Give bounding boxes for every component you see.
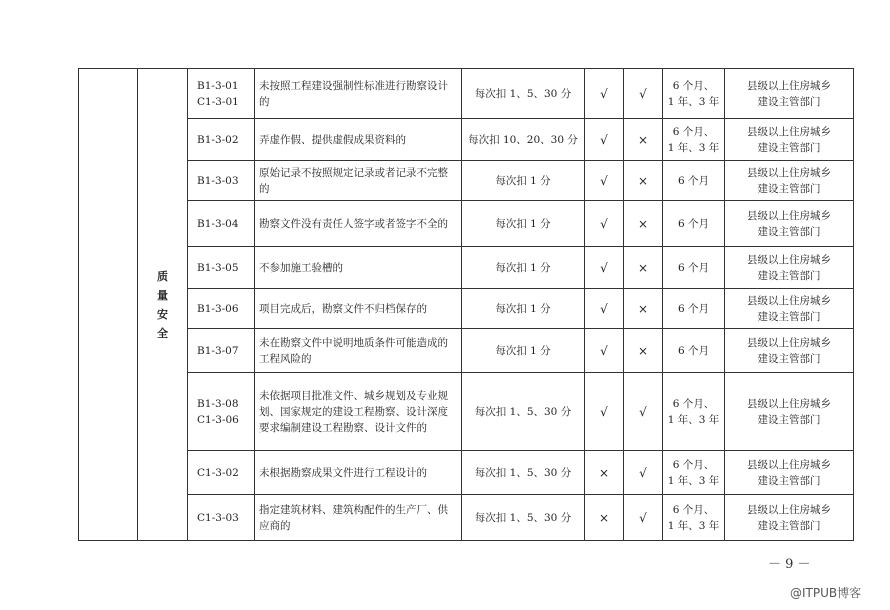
mark-a-cell: √: [585, 201, 624, 247]
department-cell: [725, 161, 854, 201]
period-cell: [663, 161, 725, 201]
period-line: 1 年、3 年: [667, 519, 720, 532]
penalty-cell: 每次扣 10、20、30 分: [462, 119, 585, 161]
code-cell: [188, 119, 255, 161]
department-line: 县级以上住房城乡: [747, 125, 831, 138]
watermark: @ITPUB博客: [790, 586, 862, 600]
table-row: [79, 161, 854, 201]
period-line: 6 个月: [677, 174, 710, 187]
category-char: 质: [157, 269, 168, 283]
mark-b-cell: √: [624, 495, 663, 541]
department-line: 县级以上住房城乡: [747, 503, 831, 516]
table-row: [79, 495, 854, 541]
description-cell: 弄虚作假、提供虚假成果资料的: [255, 119, 462, 161]
mark-b-cell: √: [624, 373, 663, 451]
blank-column-cell: [79, 69, 138, 541]
period-cell: [663, 69, 725, 119]
penalty-cell: 每次扣 1 分: [462, 289, 585, 329]
regulation-table: [78, 68, 854, 541]
code-cell: [188, 289, 255, 329]
item-code: B1-3-05: [197, 261, 239, 274]
department-line: 县级以上住房城乡: [747, 166, 831, 179]
mark-b-cell: √: [624, 451, 663, 495]
period-line: 1 年、3 年: [667, 95, 720, 108]
department-cell: [725, 451, 854, 495]
department-cell: [725, 201, 854, 247]
code-cell: [188, 451, 255, 495]
department-line: 县级以上住房城乡: [747, 336, 831, 349]
table-row: [79, 119, 854, 161]
mark-a-cell: ×: [585, 495, 624, 541]
description-cell: 未在勘察文件中说明地质条件可能造成的工程风险的: [255, 329, 462, 373]
item-code: B1-3-07: [197, 344, 239, 357]
code-cell: [188, 201, 255, 247]
mark-a-cell: √: [585, 119, 624, 161]
mark-b-cell: √: [624, 69, 663, 119]
period-line: 6 个月、: [672, 79, 715, 92]
mark-a-cell: ×: [585, 451, 624, 495]
penalty-cell: 每次扣 1 分: [462, 329, 585, 373]
department-line: 建设主管部门: [757, 141, 821, 154]
table-row: [79, 451, 854, 495]
item-code: C1-3-03: [197, 511, 239, 524]
code-cell: [188, 373, 255, 451]
department-cell: [725, 119, 854, 161]
code-cell: [188, 69, 255, 119]
department-cell: [725, 373, 854, 451]
description-cell: 勘察文件没有责任人签字或者签字不全的: [255, 201, 462, 247]
department-line: 建设主管部门: [757, 474, 821, 487]
table-row: [79, 289, 854, 329]
department-line: 建设主管部门: [757, 352, 821, 365]
department-line: 县级以上住房城乡: [747, 458, 831, 471]
period-line: 1 年、3 年: [667, 474, 720, 487]
description-cell: 不参加施工验槽的: [255, 247, 462, 289]
item-code: B1-3-06: [197, 302, 239, 315]
period-cell: [663, 451, 725, 495]
department-line: 县级以上住房城乡: [747, 253, 831, 266]
mark-b-cell: ×: [624, 247, 663, 289]
mark-a-cell: √: [585, 69, 624, 119]
department-line: 县级以上住房城乡: [747, 397, 831, 410]
category-char: 安: [157, 307, 168, 321]
period-line: 6 个月: [677, 302, 710, 315]
period-line: 6 个月、: [672, 125, 715, 138]
category-char: 量: [157, 288, 168, 302]
table-row: [79, 201, 854, 247]
mark-a-cell: √: [585, 329, 624, 373]
item-code: B1-3-08: [197, 397, 239, 410]
mark-a-cell: √: [585, 289, 624, 329]
category-cell: [138, 69, 188, 541]
description-cell: 原始记录不按照规定记录或者记录不完整的: [255, 161, 462, 201]
item-code: C1-3-06: [197, 413, 239, 426]
period-line: 6 个月、: [672, 397, 715, 410]
code-cell: [188, 329, 255, 373]
table-row: [79, 329, 854, 373]
mark-a-cell: √: [585, 161, 624, 201]
period-line: 6 个月: [677, 344, 710, 357]
period-line: 1 年、3 年: [667, 141, 720, 154]
period-line: 6 个月、: [672, 458, 715, 471]
period-line: 1 年、3 年: [667, 413, 720, 426]
department-cell: [725, 329, 854, 373]
period-cell: [663, 329, 725, 373]
code-cell: [188, 495, 255, 541]
item-code: B1-3-04: [197, 217, 239, 230]
description-cell: 未按照工程建设强制性标准进行勘察设计的: [255, 69, 462, 119]
department-cell: [725, 69, 854, 119]
description-cell: 指定建筑材料、建筑构配件的生产厂、供应商的: [255, 495, 462, 541]
department-line: 建设主管部门: [757, 519, 821, 532]
category-char: 全: [157, 326, 168, 340]
code-cell: [188, 161, 255, 201]
mark-b-cell: ×: [624, 289, 663, 329]
description-cell: 未依据项目批准文件、城乡规划及专业规划、国家规定的建设工程勘察、设计深度要求编制建设工程勘察、设计文件的: [255, 373, 462, 451]
penalty-cell: 每次扣 1 分: [462, 201, 585, 247]
penalty-cell: 每次扣 1、5、30 分: [462, 373, 585, 451]
mark-b-cell: ×: [624, 329, 663, 373]
period-cell: [663, 495, 725, 541]
department-line: 建设主管部门: [757, 182, 821, 195]
period-cell: [663, 119, 725, 161]
department-line: 建设主管部门: [757, 310, 821, 323]
category-label: [138, 267, 187, 343]
penalty-cell: 每次扣 1、5、30 分: [462, 451, 585, 495]
period-cell: [663, 289, 725, 329]
item-code: C1-3-02: [197, 466, 239, 479]
penalty-cell: 每次扣 1、5、30 分: [462, 495, 585, 541]
mark-b-cell: ×: [624, 161, 663, 201]
mark-b-cell: ×: [624, 201, 663, 247]
department-line: 县级以上住房城乡: [747, 294, 831, 307]
page-number: － 9 －: [768, 557, 811, 572]
period-cell: [663, 373, 725, 451]
table-row: [79, 69, 854, 119]
period-line: 6 个月、: [672, 503, 715, 516]
mark-a-cell: √: [585, 373, 624, 451]
item-code: B1-3-02: [197, 133, 239, 146]
penalty-cell: 每次扣 1、5、30 分: [462, 69, 585, 119]
department-cell: [725, 289, 854, 329]
period-line: 6 个月: [677, 217, 710, 230]
table-row: [79, 247, 854, 289]
department-line: 县级以上住房城乡: [747, 209, 831, 222]
mark-b-cell: ×: [624, 119, 663, 161]
code-cell: [188, 247, 255, 289]
period-cell: [663, 201, 725, 247]
description-cell: 项目完成后，勘察文件不归档保存的: [255, 289, 462, 329]
penalty-cell: 每次扣 1 分: [462, 247, 585, 289]
description-cell: 未根据勘察成果文件进行工程设计的: [255, 451, 462, 495]
mark-a-cell: √: [585, 247, 624, 289]
period-cell: [663, 247, 725, 289]
department-line: 建设主管部门: [757, 413, 821, 426]
department-line: 建设主管部门: [757, 95, 821, 108]
department-line: 县级以上住房城乡: [747, 79, 831, 92]
department-line: 建设主管部门: [757, 225, 821, 238]
department-line: 建设主管部门: [757, 269, 821, 282]
table-row: [79, 373, 854, 451]
penalty-cell: 每次扣 1 分: [462, 161, 585, 201]
item-code: B1-3-03: [197, 174, 239, 187]
department-cell: [725, 247, 854, 289]
period-line: 6 个月: [677, 261, 710, 274]
item-code: B1-3-01: [197, 79, 239, 92]
item-code: C1-3-01: [197, 95, 239, 108]
department-cell: [725, 495, 854, 541]
